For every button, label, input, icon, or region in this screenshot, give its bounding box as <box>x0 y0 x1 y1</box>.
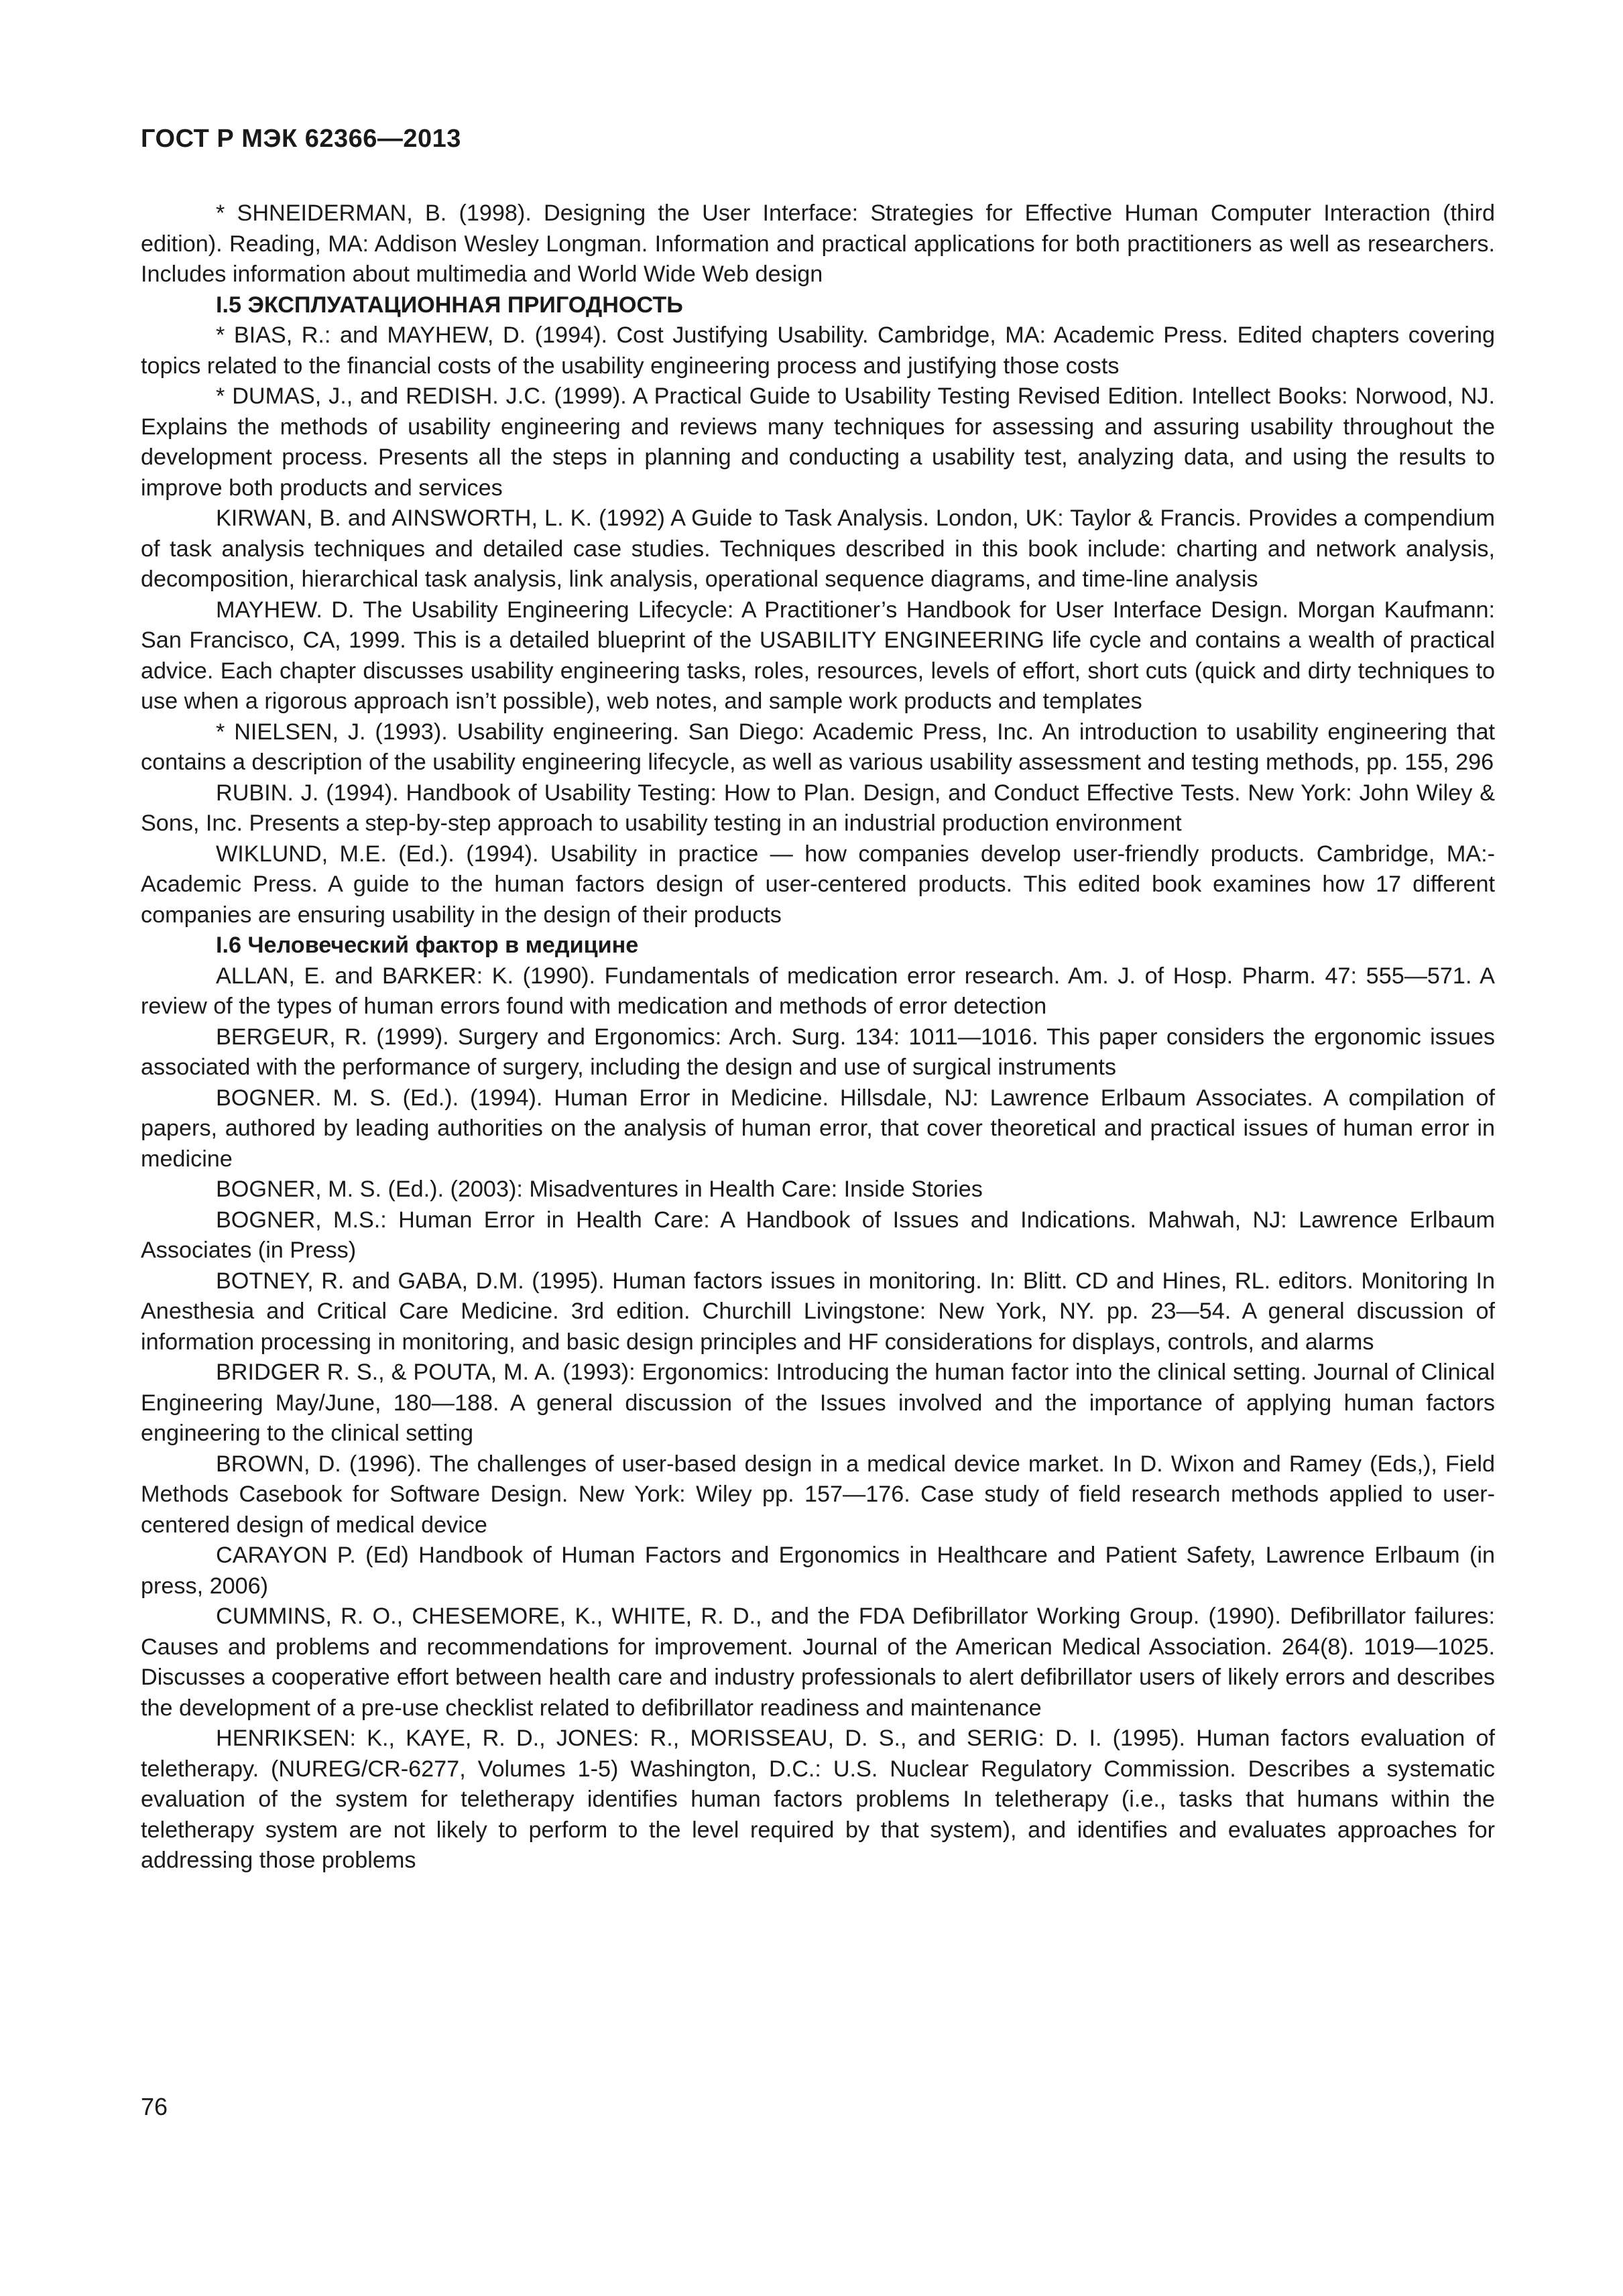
reference-entry: BOGNER, M. S. (Ed.). (2003): Misadventures in Health Care: Inside Stories <box>216 1176 983 1202</box>
reference-entry: * SHNEIDERMAN, B. (1998). Designing the User Interface: Strategies for Effective Human Computer Interaction (third edition). Reading, MA: Addison Wesley Longman. Information and practical applications for both practitioners as well as researchers. Includes information about multimedia and World Wide Web design <box>141 200 1495 287</box>
reference-entry: * NIELSEN, J. (1993). Usability engineering. San Diego: Academic Press, Inc. An introduction to usability engineering that contains a description of the usability engineering lifecycle, as well as various usability assessment and testing methods, pp. 155, 296 <box>141 719 1495 775</box>
reference-entry: CARAYON P. (Ed) Handbook of Human Factors and Ergonomics in Healthcare and Patient Safety, Lawrence Erlbaum (in press, 2006) <box>141 1543 1495 1599</box>
reference-entry: ALLAN, E. and BARKER: K. (1990). Fundamentals of medication error research. Am. J. of Hosp. Pharm. 47: 555—571. A review of the types of human errors found with medication and methods of error detection <box>141 963 1495 1019</box>
section-heading: I.5 ЭКСПЛУАТАЦИОННАЯ ПРИГОДНОСТЬ <box>216 292 683 318</box>
reference-entry: * DUMAS, J., and REDISH. J.C. (1999). A Practical Guide to Usability Testing Revised Edition. Intellect Books: Norwood, NJ. Explains the methods of usability engineering and reviews many techniques for assessing and assuring usability throughout the development process. Presents all the steps in planning and conducting a usability test, analyzing data, and using the results to improve both products and services <box>141 383 1495 501</box>
reference-entry: BRIDGER R. S., & POUTA, M. A. (1993): Ergonomics: Introducing the human factor into the clinical setting. Journal of Clinical Engineering May/June, 180—188. A general discussion of the Issues involved and the importance of applying human factors engineering to the clinical setting <box>141 1360 1495 1446</box>
reference-entry: BOGNER. M. S. (Ed.). (1994). Human Error in Medicine. Hillsdale, NJ: Lawrence Erlbaum Associates. A compilation of papers, authored by leading authorities on the analysis of human error, that cover theoretical and practical issues of human error in medicine <box>141 1085 1495 1172</box>
reference-entry: HENRIKSEN: K., KAYE, R. D., JONES: R., MORISSEAU, D. S., and SERIG: D. I. (1995). Human factors evaluation of teletherapy. (NUREG/CR-6277, Volumes 1-5) Washington, D.C.: U.S. Nuclear Regulatory Commission. Describes a systematic evaluation of the system for teletherapy identifies human factors problems In teletherapy (i.e., tasks that humans within the teletherapy system are not likely to perform to the level required by that system), and identifies and evaluates approaches for addressing those problems <box>141 1726 1495 1873</box>
document-header: ГОСТ Р МЭК 62366—2013 <box>141 125 461 153</box>
page-number: 76 <box>141 2093 168 2120</box>
reference-entry: CUMMINS, R. O., CHESEMORE, K., WHITE, R. D., and the FDA Defibrillator Working Group. (1990). Defibrillator failures: Causes and problems and recommendations for improvement. Journal of the American Medical Association. 264(8). 1019—1025. Discusses a cooperative effort between health care and industry professionals to alert defibrillator users of likely errors and describes the development of a pre-use checklist related to defibrillator readiness and maintenance <box>141 1604 1495 1721</box>
reference-entry: WIKLUND, M.E. (Ed.). (1994). Usability in practice — how companies develop user-friendly products. Cambridge, MA:- Academic Press. A guide to the human factors design of user-centered products. This edited book examines how 17 different companies are ensuring usability in the design of their products <box>141 841 1495 928</box>
reference-entry: RUBIN. J. (1994). Handbook of Usability Testing: How to Plan. Design, and Conduct Effective Tests. New York: John Wiley & Sons, Inc. Presents a step-by-step approach to usability testing in an industrial production environment <box>141 780 1495 836</box>
section-heading: I.6 Человеческий фактор в медицине <box>216 932 639 958</box>
reference-entry: BOTNEY, R. and GABA, D.M. (1995). Human factors issues in monitoring. In: Blitt. CD and Hines, RL. editors. Monitoring In Anesthesia and Critical Care Medicine. 3rd edition. Churchill Livingstone: New York, NY. pp. 23—54. A general discussion of information processing in monitoring, and basic design principles and HF considerations for displays, controls, and alarms <box>141 1268 1495 1355</box>
reference-entry: * BIAS, R.: and MAYHEW, D. (1994). Cost Justifying Usability. Cambridge, MA: Academic Press. Edited chapters covering topics related to the financial costs of the usability engineering process and justifying those costs <box>141 322 1495 379</box>
reference-entry: BERGEUR, R. (1999). Surgery and Ergonomics: Arch. Surg. 134: 1011—1016. This paper considers the ergonomic issues associated with the performance of surgery, including the design and use of surgical instruments <box>141 1024 1495 1080</box>
reference-entry: MAYHEW. D. The Usability Engineering Lifecycle: A Practitioner’s Handbook for User Interface Design. Morgan Kaufmann: San Francisco, CA, 1999. This is a detailed blueprint of the USABILITY ENGINEERING life cycle and contains a wealth of practical advice. Each chapter discusses usability engineering tasks, roles, resources, levels of effort, short cuts (quick and dirty techniques to use when a rigorous approach isn’t possible), web notes, and sample work products and templates <box>141 597 1495 714</box>
reference-entry: BOGNER, M.S.: Human Error in Health Care: A Handbook of Issues and Indications. Mahwah, NJ: Lawrence Erlbaum Associates (in Press) <box>141 1207 1495 1263</box>
bibliography-body <box>141 198 1495 1876</box>
reference-entry: BROWN, D. (1996). The challenges of user-based design in a medical device market. In D. Wixon and Ramey (Eds,), Field Methods Casebook for Software Design. New York: Wiley pp. 157—176. Case study of field research methods applied to user-centered design of medical device <box>141 1451 1495 1538</box>
reference-entry: KIRWAN, B. and AINSWORTH, L. K. (1992) A Guide to Task Analysis. London, UK: Taylor & Francis. Provides a compendium of task analysis techniques and detailed case studies. Techniques described in this book include: charting and network analysis, decomposition, hierarchical task analysis, link analysis, operational sequence diagrams, and time-line analysis <box>141 505 1495 592</box>
